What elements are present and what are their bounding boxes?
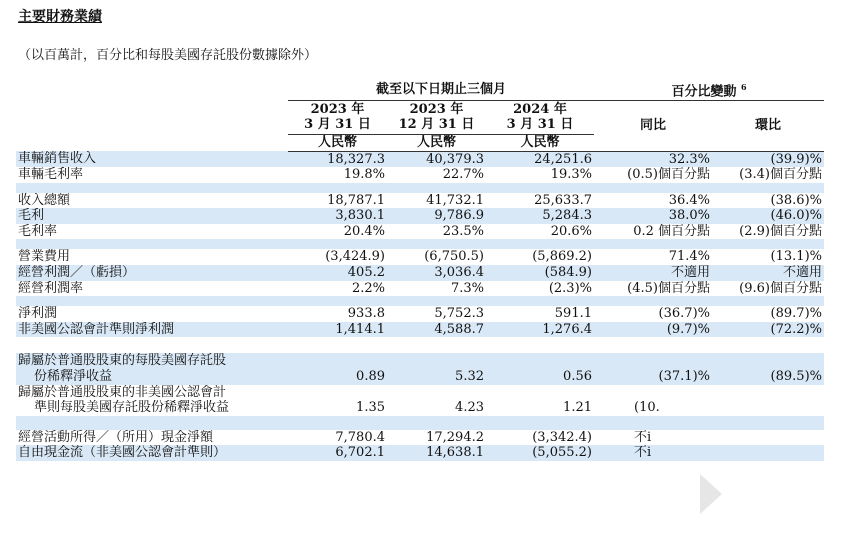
table-row: 非美國公認會計準則淨利潤 1,414.1 4,588.7 1,276.4 (9.7)% (72.2)% [18,321,822,337]
row-spacer [16,296,824,306]
financial-results-table [16,80,824,461]
currency-col1: 人民幣 [288,134,387,151]
currency-col3: 人民幣 [486,134,594,151]
table-row: 車輛毛利率 19.8% 22.7% 19.3% (0.5)個百分點 (3.4)個百分點 [18,167,822,183]
currency-col2: 人民幣 [387,134,486,151]
table-row: 自由現金流（非美國公認會計準則） 6,702.1 14,638.1 (5,055.2) 不i [16,445,824,461]
table-row: 收入總額 18,787.1 41,732.1 25,633.7 36.4% (38.6)% [18,192,822,208]
section-title: 主要財務業績 [18,9,102,25]
table-row: 淨利潤 933.8 5,752.3 591.1 (36.7)% (89.7)% [18,306,822,322]
header-col3: 2024 年 3 月 31 日 [486,100,594,134]
header-three-months: 截至以下日期止三個月 [288,80,594,100]
table-row: 車輛銷售收入 18,327.3 40,379.3 24,251.6 32.3% (39.9)% [18,151,822,167]
footnote-marker: 6 [740,82,747,92]
table-row: 經營利潤／（虧損） 405.2 3,036.4 (584.9) 不適用 不適用 [18,265,822,281]
table-row: 經營利潤率 2.2% 7.3% (2.3)% (4.5)個百分點 (9.6)個百分點 [18,280,822,296]
header-group-row [16,80,824,100]
table-row: 歸屬於普通股股東的每股美國存託股 [16,353,824,369]
table-row: 準則每股美國存託股份稀釋淨收益 1.35 4.23 1.21 (10. [34,400,660,416]
table-subtitle: （以百萬計，百分比和每股美國存託股份數據除外） [18,48,318,63]
row-spacer [16,337,824,353]
row-spacer [16,183,824,193]
table-row: 毛利率 20.4% 23.5% 20.6% 0.2 個百分點 (2.9)個百分點 [18,223,822,239]
header-pct-change: 百分比變動 $^6$ [594,80,824,100]
fade-overlay [640,470,852,546]
table-row: 毛利 3,830.1 9,786.9 5,284.3 38.0% (46.0)% [18,208,822,224]
header-col1: 2023 年 3 月 31 日 [288,100,387,134]
header-date-row [16,100,824,134]
table-row: 營業費用 (3,424.9) (6,750.5) (5,869.2) 71.4% (13.1)% [18,249,822,265]
table-row: 份稀釋淨收益 0.89 5.32 0.56 (37.1)% (89.5)% [16,369,824,385]
table-row: 經營活動所得／（所用）現金淨額 7,780.4 17,294.2 (3,342.4) 不i [18,429,652,445]
header-yoy: 同比 [594,100,712,151]
row-spacer [16,239,824,249]
table-row: 歸屬於普通股股東的非美國公認會計 [18,384,227,400]
header-col2: 2023 年 12 月 31 日 [387,100,486,134]
header-qoq: 環比 [712,100,824,151]
row-spacer [16,416,824,430]
next-arrow-icon[interactable] [700,474,722,514]
